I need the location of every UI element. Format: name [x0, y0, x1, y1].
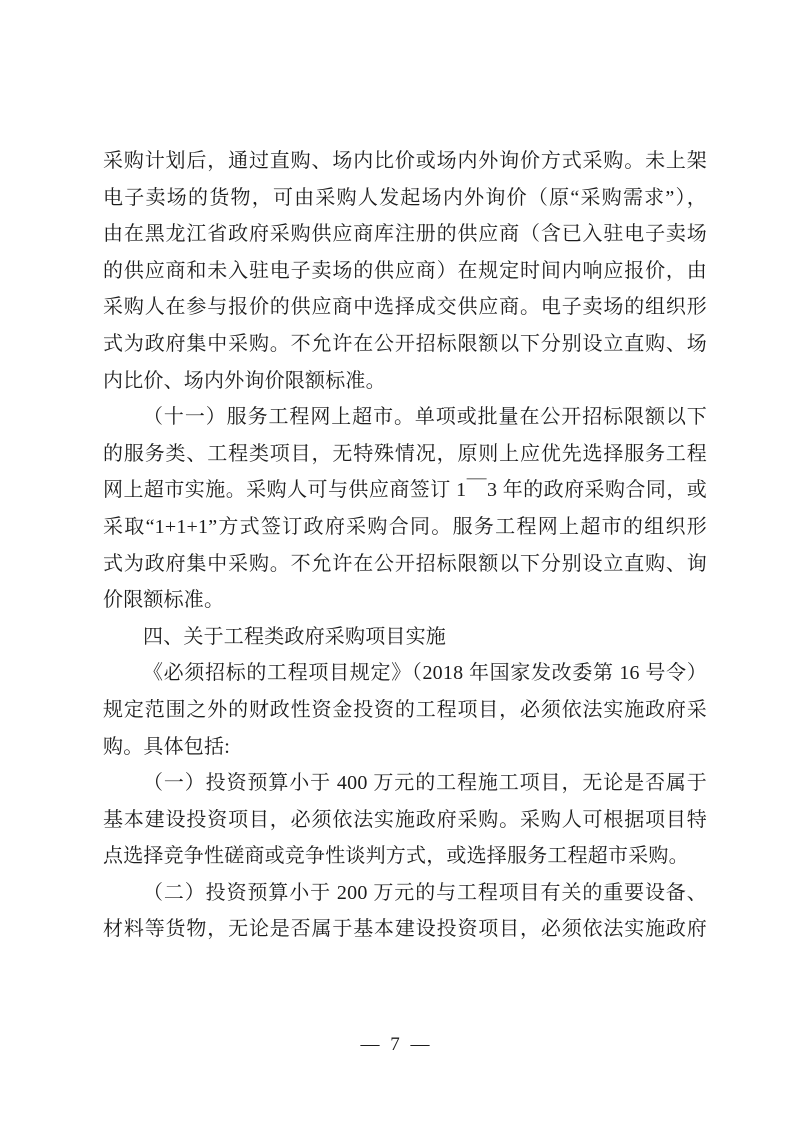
text-line: 式为政府集中采购。不允许在公开招标限额以下分别设立直购、询 [103, 552, 707, 575]
text-line: 的服务类、工程类项目，无特殊情况，原则上应优先选择服务工程 [103, 442, 707, 465]
text-line: 采购计划后，通过直购、场内比价或场内外询价方式采购。未上架 [103, 150, 707, 172]
text-line: 《必须招标的工程项目规定》（2018 年国家发改委第 16 号令） [143, 662, 707, 685]
text-line: 采购人在参与报价的供应商中选择成交供应商。电子卖场的组织形 [103, 296, 707, 319]
page-number: — 7 — [360, 1034, 433, 1055]
text-line: 内比价、场内外询价限额标准。 [103, 369, 386, 392]
text-line: 由在黑龙江省政府采购供应商库注册的供应商（含已入驻电子卖场 [103, 223, 707, 246]
text-line: 点选择竞争性磋商或竞争性谈判方式，或选择服务工程超市采购。 [103, 845, 689, 868]
text-line: 购。具体包括: [103, 735, 230, 758]
text-line: 的供应商和未入驻电子卖场的供应商）在规定时间内响应报价，由 [103, 259, 707, 282]
document-page [103, 143, 707, 948]
text-line: 材料等货物，无论是否属于基本建设投资项目，必须依法实施政府 [103, 918, 707, 941]
text-line: （十一）服务工程网上超市。单项或批量在公开招标限额以下 [143, 406, 707, 429]
section-heading: 四、关于工程类政府采购项目实施 [143, 625, 446, 648]
text-line: 基本建设投资项目，必须依法实施政府采购。采购人可根据项目特 [103, 808, 707, 831]
text-line: （一）投资预算小于 400 万元的工程施工项目，无论是否属于 [143, 772, 707, 795]
text-line: 网上超市实施。采购人可与供应商签订 1￣3 年的政府采购合同，或 [103, 479, 707, 502]
text-line: 电子卖场的货物，可由采购人发起场内外询价（原“采购需求”）， [103, 186, 707, 209]
text-line: （二）投资预算小于 200 万元的与工程项目有关的重要设备、 [143, 881, 707, 904]
text-line: 采取“1+1+1”方式签订政府采购合同。服务工程网上超市的组织形 [103, 515, 707, 538]
text-line: 价限额标准。 [103, 589, 225, 612]
text-line: 规定范围之外的财政性资金投资的工程项目，必须依法实施政府采 [103, 698, 707, 721]
text-line: 式为政府集中采购。不允许在公开招标限额以下分别设立直购、场 [103, 332, 707, 355]
